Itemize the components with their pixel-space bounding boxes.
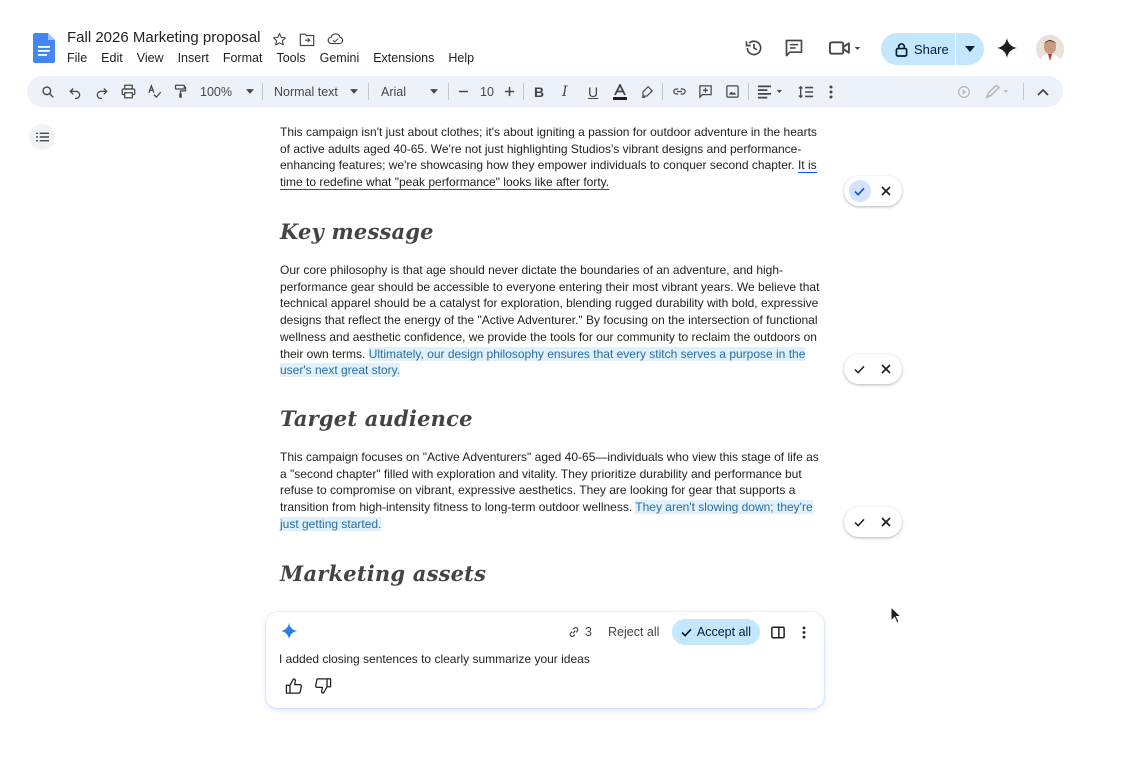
zoom-value: 100% <box>200 84 232 99</box>
sources-link[interactable] <box>567 620 592 644</box>
menu-format[interactable]: Format <box>222 51 263 65</box>
bold-icon[interactable]: B <box>534 83 545 100</box>
underline-icon[interactable]: U <box>588 83 599 100</box>
sources-count: 3 <box>585 625 592 639</box>
highlight-color-icon[interactable] <box>640 76 654 107</box>
thumbs-up-icon[interactable] <box>283 676 303 696</box>
menu-file[interactable]: File <box>67 51 88 65</box>
font-size-value: 10 <box>480 84 494 99</box>
paragraph-key-message[interactable] <box>280 262 820 379</box>
share-button[interactable] <box>881 33 984 65</box>
accept-suggestion-button[interactable] <box>849 180 871 202</box>
accept-suggestion-button[interactable] <box>849 511 871 533</box>
decrease-font-size-button[interactable] <box>458 76 469 107</box>
reject-all-button[interactable]: Reject all <box>608 625 660 639</box>
panel-more-options-icon[interactable] <box>802 620 806 644</box>
print-icon[interactable] <box>121 76 136 107</box>
paragraph-intro-text: This campaign isn't just about clothes; it's about igniting a passion for outdoor adventure in the hearts of active adults aged 40-65. We're not just highlighting Studios's vibrant designs and performance-enhancing features; we're showcasing how they empower individuals to conquer second chapter. <box>280 125 817 173</box>
font-size-input[interactable] <box>480 76 494 107</box>
suggestion-intro[interactable]: It is time to redefine what "peak performance" looks like after forty. <box>280 158 817 190</box>
gemini-refine-icon <box>956 76 972 107</box>
redo-icon[interactable] <box>95 76 109 107</box>
accept-all-label: Accept all <box>696 625 752 639</box>
suggestion-target-audience[interactable]: They aren't slowing down; they're just getting started. <box>280 500 813 531</box>
reject-suggestion-button[interactable] <box>875 511 897 533</box>
font-value: Arial <box>381 84 407 99</box>
share-dropdown-caret[interactable] <box>956 46 984 52</box>
heading-target-audience: Target audience <box>280 406 473 431</box>
editing-mode-icon[interactable] <box>985 76 1011 107</box>
font-select[interactable] <box>381 76 438 107</box>
avatar[interactable] <box>1036 35 1064 63</box>
document-title[interactable]: Fall 2026 Marketing proposal <box>67 29 261 46</box>
paint-format-icon[interactable] <box>173 76 188 107</box>
link-icon <box>567 625 581 639</box>
menu-help[interactable]: Help <box>448 51 475 65</box>
line-spacing-icon[interactable] <box>798 76 814 107</box>
document-outline-icon[interactable] <box>29 124 55 150</box>
heading-marketing-assets: Marketing assets <box>280 561 487 586</box>
menu-gemini[interactable]: Gemini <box>319 51 360 65</box>
insert-link-icon[interactable] <box>672 76 687 107</box>
paragraph-intro[interactable] <box>280 124 820 191</box>
menu-edit[interactable]: Edit <box>101 51 123 65</box>
comments-icon[interactable] <box>782 36 806 60</box>
thumbs-down-icon[interactable] <box>313 676 333 696</box>
hide-menus-icon[interactable] <box>1037 76 1049 107</box>
menu-view[interactable]: View <box>136 51 164 65</box>
suggestion-actions-intro <box>844 176 902 206</box>
video-call-icon[interactable] <box>828 36 866 60</box>
reject-suggestion-button[interactable] <box>875 358 897 380</box>
menu-insert[interactable]: Insert <box>177 51 209 65</box>
lock-icon <box>895 42 908 57</box>
text-color-icon[interactable] <box>613 76 627 107</box>
italic-icon[interactable]: I <box>562 83 568 100</box>
search-menus-icon[interactable] <box>41 76 55 107</box>
style-select[interactable] <box>274 76 358 107</box>
gemini-icon[interactable] <box>996 37 1018 59</box>
increase-font-size-button[interactable] <box>504 76 515 107</box>
style-value: Normal text <box>274 84 338 99</box>
menu-extensions[interactable]: Extensions <box>373 51 435 65</box>
paragraph-key-message-text: Our core philosophy is that age should never dictate the boundaries of an adventure, and high-performance gear should be accessible to everyone entering their most vibrant years. We believe that technical apparel should be a catalyst for exploration, blending rugged durability with bold, expressive designs that reflect the energy of the "Active Adventurer." By focusing on the intersection of functional wellness and aesthetic confidence, we provide the tools for our community to reclaim the outdoors on their own terms. <box>280 263 820 361</box>
undo-icon[interactable] <box>68 76 82 107</box>
mouse-pointer-icon <box>890 606 902 624</box>
reject-suggestion-button[interactable] <box>875 180 897 202</box>
paragraph-target-audience-text: This campaign focuses on "Active Adventurers" aged 40-65—individuals who view this stage of life as a "second chapter" filled with exploration and vitality. They prioritize durability and performance but refuse to compromise on vibrant, expressive aesthetics. They are looking for gear that supports a transition from high-intensity fitness to long-term outdoor wellness. <box>280 450 819 515</box>
cloud-saved-icon[interactable] <box>326 30 344 48</box>
add-comment-icon[interactable] <box>698 76 713 107</box>
move-to-folder-icon[interactable] <box>298 30 316 48</box>
align-left-icon[interactable] <box>757 76 785 107</box>
more-options-icon[interactable] <box>829 76 833 107</box>
check-icon <box>681 628 692 637</box>
suggestion-key-message[interactable]: Ultimately, our design philosophy ensures that every stitch serves a purpose in the user's next great story. <box>280 346 806 378</box>
spellcheck-icon[interactable] <box>147 76 162 107</box>
accept-suggestion-button[interactable] <box>849 358 871 380</box>
gemini-message: I added closing sentences to clearly summarize your ideas <box>279 652 590 666</box>
open-side-panel-icon[interactable] <box>771 620 785 644</box>
heading-key-message: Key message <box>280 219 434 244</box>
docs-logo-icon[interactable] <box>33 33 55 63</box>
menu-tools[interactable]: Tools <box>276 51 306 65</box>
insert-image-icon[interactable] <box>725 76 740 107</box>
suggestion-actions-key-message <box>844 354 902 384</box>
accept-all-button[interactable] <box>672 619 760 645</box>
suggestion-actions-target-audience <box>844 507 902 537</box>
gemini-sparkle-icon <box>280 622 298 640</box>
zoom-select[interactable] <box>200 76 254 107</box>
share-label: Share <box>914 41 949 57</box>
version-history-icon[interactable] <box>742 36 766 60</box>
star-icon[interactable] <box>270 30 288 48</box>
paragraph-target-audience[interactable] <box>280 449 820 533</box>
